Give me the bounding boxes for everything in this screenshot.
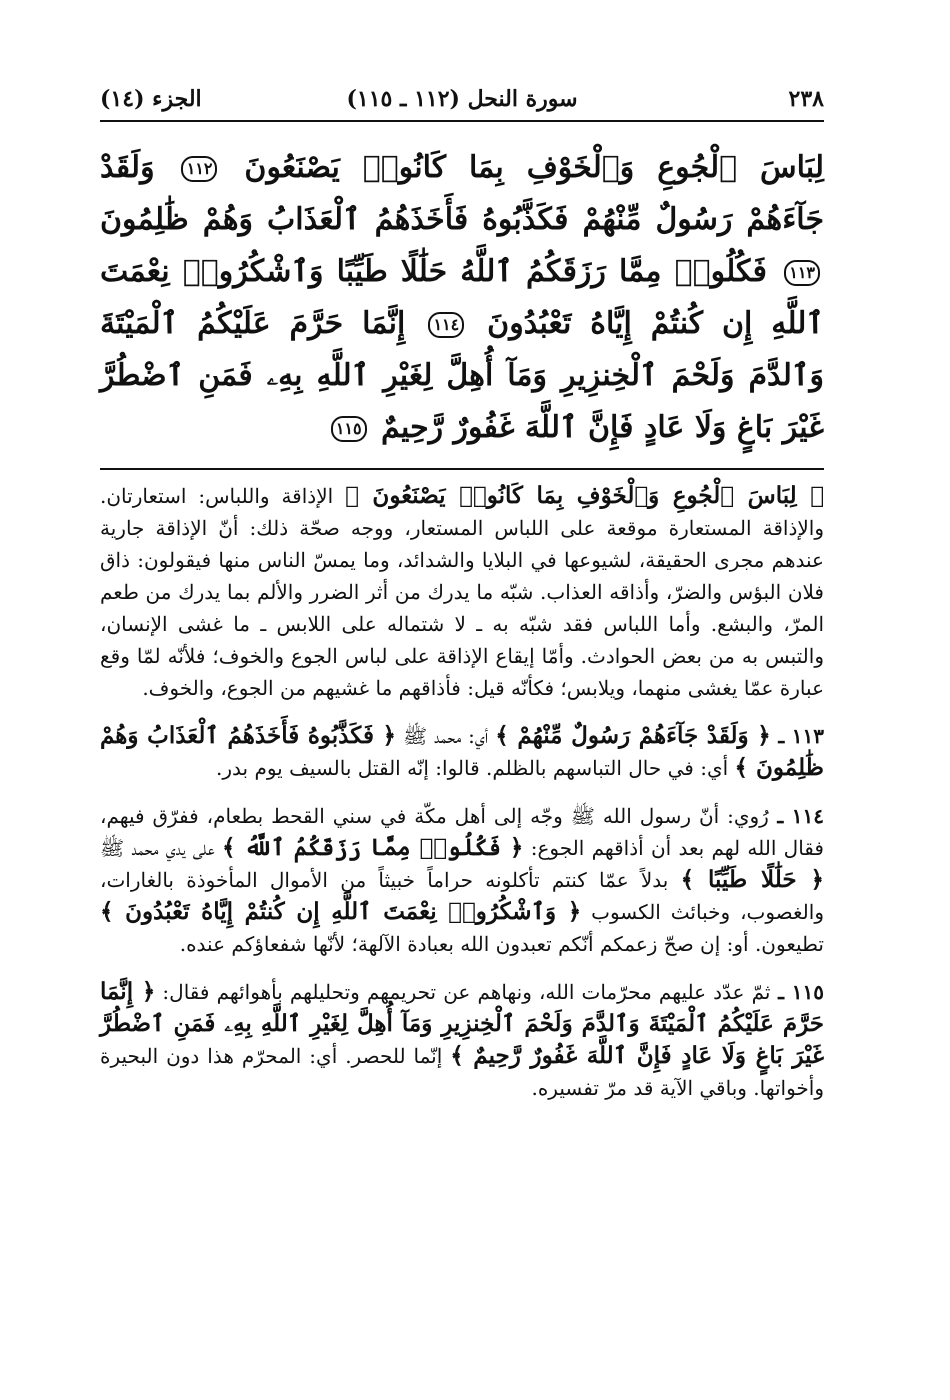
commentary-text: أي: محمد ﷺ: [396, 724, 496, 748]
section-divider: [100, 468, 824, 470]
quoted-verse: ﴿ فَكَذَّبُوهُ فَأَخَذَهُمُ ٱلْعَذَابُ وَهُمْ ظَٰلِمُونَ ﴾: [100, 722, 824, 781]
commentary-text: ثمّ عدّد عليهم محرّمات الله، ونهاهم عن تحريمهم وتحليلهم بأهوائهم فقال:: [155, 980, 771, 1004]
verse-number-marker: ١١٢: [181, 156, 217, 182]
commentary-text: أي: في حال التباسهم بالظلم. قالوا: إنّه القتل بالسيف يوم بدر.: [216, 756, 735, 780]
commentary-paragraph: [100, 976, 824, 1104]
verse-text: لِبَاسَ ٱلْجُوعِ وَٱلْخَوْفِ بِمَا كَانُوا۟ يَصْنَعُونَ: [244, 150, 824, 185]
commentary-text: رُوي: أنّ رسول الله ﷺ وجّه إلى أهل مكّة في سني القحط بطعام، ففرّق فيهم، فقال الله لهم بعد أن أذاقهم الجوع:: [100, 804, 824, 860]
verse-text: فَكُلُوا۟ مِمَّا رَزَقَكُمُ ٱللَّهُ حَلَٰلًا طَيِّبًا وَٱشْكُرُوا۟ نِعْمَتَ ٱللَّهِ إِن كُنتُمْ إِيَّاهُ تَعْبُدُونَ: [100, 254, 825, 341]
commentary-paragraph: [100, 720, 824, 784]
page-number: ٢٣٨: [788, 86, 824, 112]
quoted-verse: ﴿ لِبَاسَ ٱلْجُوعِ وَٱلْخَوْفِ بِمَا كَانُوا۟ يَصْنَعُونَ ﴾: [345, 482, 824, 509]
commentary-text: بدلاً عمّا كنتم تأكلونه حراماً خبيثاً من الأموال المأخوذة بالغارات، والغصوب، وخبائث الكسوب: [100, 868, 824, 924]
quoted-verse: ﴿ حَلَٰلًا طَيِّبًا ﴾: [680, 866, 824, 893]
verse-number-marker: ١١٥: [331, 416, 367, 442]
quoted-verse: ﴿ وَٱشْكُرُوا۟ نِعْمَتَ ٱللَّهِ إِن كُنتُمْ إِيَّاهُ تَعْبُدُونَ ﴾: [100, 898, 582, 925]
quoted-verse: ﴿ فَكُلُوا۟ مِمَّا رَزَقَكُمُ ٱللَّهُ ﴾: [222, 834, 524, 861]
verse-ref-number: ١١٤ ـ: [768, 804, 824, 828]
book-page: [100, 80, 824, 1330]
verse-number-marker: ١١٣: [784, 260, 820, 286]
commentary-text: على يدي محمد ﷺ: [100, 836, 223, 860]
commentary-text: إنّما للحصر. أي: المحرّم هذا دون البحيرة وأخواتها. وباقي الآية قد مرّ تفسيره.: [100, 1044, 824, 1100]
verse-text: إِنَّمَا حَرَّمَ عَلَيْكُمُ ٱلْمَيْتَةَ وَٱلدَّمَ وَلَحْمَ ٱلْخِنزِيرِ وَمَآ أُهِلَّ لِغَيْرِ ٱللَّهِ بِهِۦ فَمَنِ ٱضْطُرَّ غَيْرَ بَاغٍ وَلَا عَادٍ فَإِنَّ ٱللَّهَ غَفُورٌ رَّحِيمٌ: [100, 306, 824, 445]
commentary-text: الإذاقة واللباس: استعارتان. والإذاقة المستعارة موقعة على اللباس المستعار، ووجه صحّة ذلك: أنّ الإذاقة جارية عندهم مجرى الحقيقة، لشيوعها في البلايا والشدائد، وما يمسّ الناس منها فيقولون: ذاق فلان البؤس والضرّ، وأذاقه العذاب. شبّه ما يدرك من أثر الضرر والألم بما يدرك من طعم المرّ، والبشع. وأما اللباس فقد شبّه به ـ لا شتماله على اللابس ـ ما غشى الإنسان، والتبس به من بعض الحوادث. وأمّا إيقاع الإذاقة على لباس الجوع والخوف؛ فلأنّه لمّا وقع عبارة عمّا يغشى منهما، ويلابس؛ فكأنّه قيل: فأذاقهم ما غشيهم من الجوع، والخوف.: [100, 484, 824, 700]
verse-ref-number: ١١٥ ـ: [770, 980, 824, 1004]
surah-title: سورة النحل (١١٢ ـ ١١٥): [346, 86, 578, 112]
quoted-verse: ﴿ وَلَقَدْ جَآءَهُمْ رَسُولٌ مِّنْهُمْ ﴾: [495, 722, 771, 749]
commentary-text: تطيعون. أو: إن صحّ زعمكم أنّكم تعبدون الله بعبادة الآلهة؛ لأنّها شفعاؤكم عنده.: [179, 932, 824, 956]
tafsir-commentary: [100, 480, 824, 1104]
juz-label: الجزء (١٤): [100, 86, 202, 112]
commentary-paragraph: [100, 480, 824, 704]
verse-number-marker: ١١٤: [428, 312, 464, 338]
page-header: [100, 80, 824, 122]
commentary-paragraph: [100, 800, 824, 960]
quoted-verse: ﴿ إِنَّمَا حَرَّمَ عَلَيْكُمُ ٱلْمَيْتَةَ وَٱلدَّمَ وَلَحْمَ ٱلْخِنزِيرِ وَمَآ أُهِلَّ لِغَيْرِ ٱللَّهِ بِهِۦ فَمَنِ ٱضْطُرَّ غَيْرَ بَاغٍ وَلَا عَادٍ فَإِنَّ ٱللَّهَ غَفُورٌ رَّحِيمٌ ﴾: [100, 978, 824, 1069]
verse-text: وَلَقَدْ جَآءَهُمْ رَسُولٌ مِّنْهُمْ فَكَذَّبُوهُ فَأَخَذَهُمُ ٱلْعَذَابُ وَهُمْ ظَٰلِمُونَ: [100, 150, 824, 237]
verse-ref-number: ١١٣ ـ: [770, 724, 824, 748]
quran-verses: [100, 142, 824, 454]
